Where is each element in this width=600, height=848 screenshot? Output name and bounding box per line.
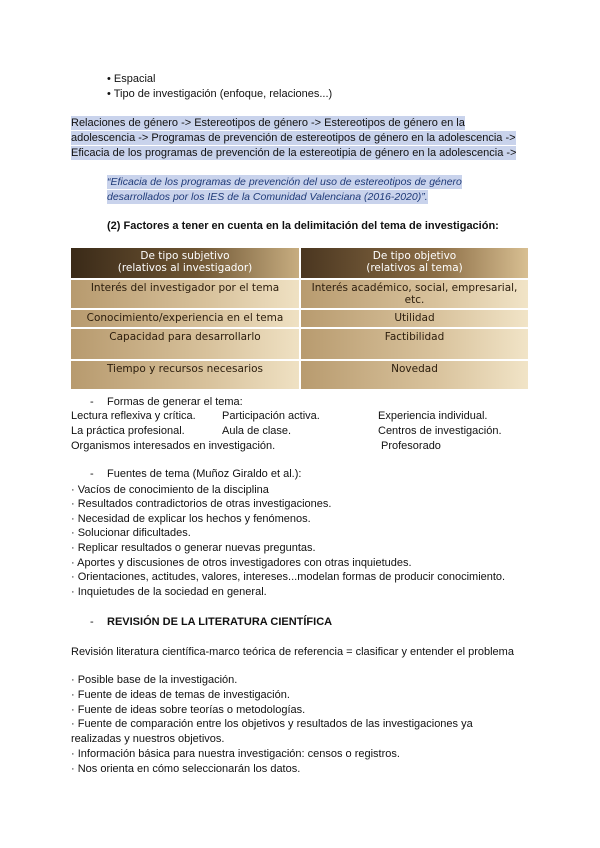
table-cell: Utilidad <box>300 309 529 328</box>
table-cell: Interés del investigador por el tema <box>71 279 300 309</box>
fuentes-item: · Aportes y discusiones de otros investigadores con otras inquietudes. <box>71 557 412 569</box>
header-objetivo-title: De tipo objetivo <box>372 250 457 262</box>
table-cell: Tiempo y recursos necesarios <box>71 360 300 390</box>
revision-item: · Fuente de ideas de temas de investigación. <box>71 689 290 701</box>
formas-item: Profesorado <box>381 440 441 452</box>
header-objetivo <box>300 248 529 279</box>
revision-item: · Fuente de ideas sobre teorías o metodologías. <box>71 704 306 716</box>
table-cell: Novedad <box>300 360 529 390</box>
table-cell: Conocimiento/experiencia en el tema <box>71 309 300 328</box>
header-subjetivo-title: De tipo subjetivo <box>140 250 230 262</box>
revision-intro: Revisión literatura científica-marco teórica de referencia = clasificar y entender el problema <box>71 646 514 658</box>
header-objetivo-sub: (relativos al tema) <box>366 262 463 274</box>
formas-item: Centros de investigación. <box>378 425 502 437</box>
formas-item: Organismos interesados en investigación. <box>71 440 276 452</box>
formas-item: La práctica profesional. <box>71 425 185 437</box>
fuentes-item: · Solucionar dificultades. <box>71 527 191 539</box>
table-cell: Factibilidad <box>300 328 529 360</box>
table-row <box>71 279 529 309</box>
formas-item: Experiencia individual. <box>378 410 488 422</box>
table-header-row <box>71 248 529 279</box>
fuentes-dash: - <box>90 468 94 480</box>
quote-line-2: desarrollados por los IES de la Comunidad Valenciana (2016-2020)”. <box>107 191 428 203</box>
revision-item: · Nos orienta en cómo seleccionarán los datos. <box>71 763 301 775</box>
fuentes-item: · Necesidad de explicar los hechos y fenómenos. <box>71 513 311 525</box>
fuentes-item: · Vacíos de conocimiento de la disciplina <box>71 484 269 496</box>
relations-line-2: adolescencia -> Programas de prevención de estereotipos de género en la adolescencia -> <box>71 132 516 144</box>
fuentes-item: · Orientaciones, actitudes, valores, intereses...modelan formas de producir conocimiento. <box>71 571 506 583</box>
formas-item: Lectura reflexiva y crítica. <box>71 410 196 422</box>
formas-item: Aula de clase. <box>222 425 292 437</box>
factors-table <box>71 248 530 391</box>
fuentes-title: Fuentes de tema (Muñoz Giraldo et al.): <box>107 468 302 480</box>
factors-heading: (2) Factores a tener en cuenta en la delimitación del tema de investigación: <box>107 220 499 232</box>
fuentes-item: · Replicar resultados o generar nuevas preguntas. <box>71 542 316 554</box>
bullet-tipo-investigacion: • Tipo de investigación (enfoque, relaciones...) <box>107 88 333 100</box>
relations-line-3: Eficacia de los programas de prevención de la estereotipia de género en la adolescencia -> <box>71 147 517 159</box>
revision-item: · Información básica para nuestra investigación: censos o registros. <box>71 748 400 760</box>
table-cell: Capacidad para desarrollarlo <box>71 328 300 360</box>
bullet-espacial: • Espacial <box>107 73 156 85</box>
header-subjetivo-sub: (relativos al investigador) <box>117 262 253 274</box>
quote-line-1: “Eficacia de los programas de prevención del uso de estereotipos de género <box>107 176 462 188</box>
revision-item: · Posible base de la investigación. <box>71 674 238 686</box>
table-row <box>71 360 529 390</box>
table-row <box>71 328 529 360</box>
formas-dash: - <box>90 396 94 408</box>
revision-dash: - <box>90 616 94 628</box>
formas-item: Participación activa. <box>222 410 320 422</box>
revision-title: REVISIÓN DE LA LITERATURA CIENTÍFICA <box>107 616 333 628</box>
header-subjetivo <box>71 248 300 279</box>
relations-line-1: Relaciones de género -> Estereotipos de género -> Estereotipos de género en la <box>71 117 465 129</box>
revision-item: realizadas y nuestros objetivos. <box>71 733 225 745</box>
fuentes-item: · Resultados contradictorios de otras investigaciones. <box>71 498 332 510</box>
fuentes-item: · Inquietudes de la sociedad en general. <box>71 586 267 598</box>
revision-item: · Fuente de comparación entre los objetivos y resultados de las investigaciones ya <box>71 718 473 730</box>
formas-title: Formas de generar el tema: <box>107 396 243 408</box>
table-cell: Interés académico, social, empresarial, etc. <box>300 279 529 309</box>
table-row <box>71 309 529 328</box>
